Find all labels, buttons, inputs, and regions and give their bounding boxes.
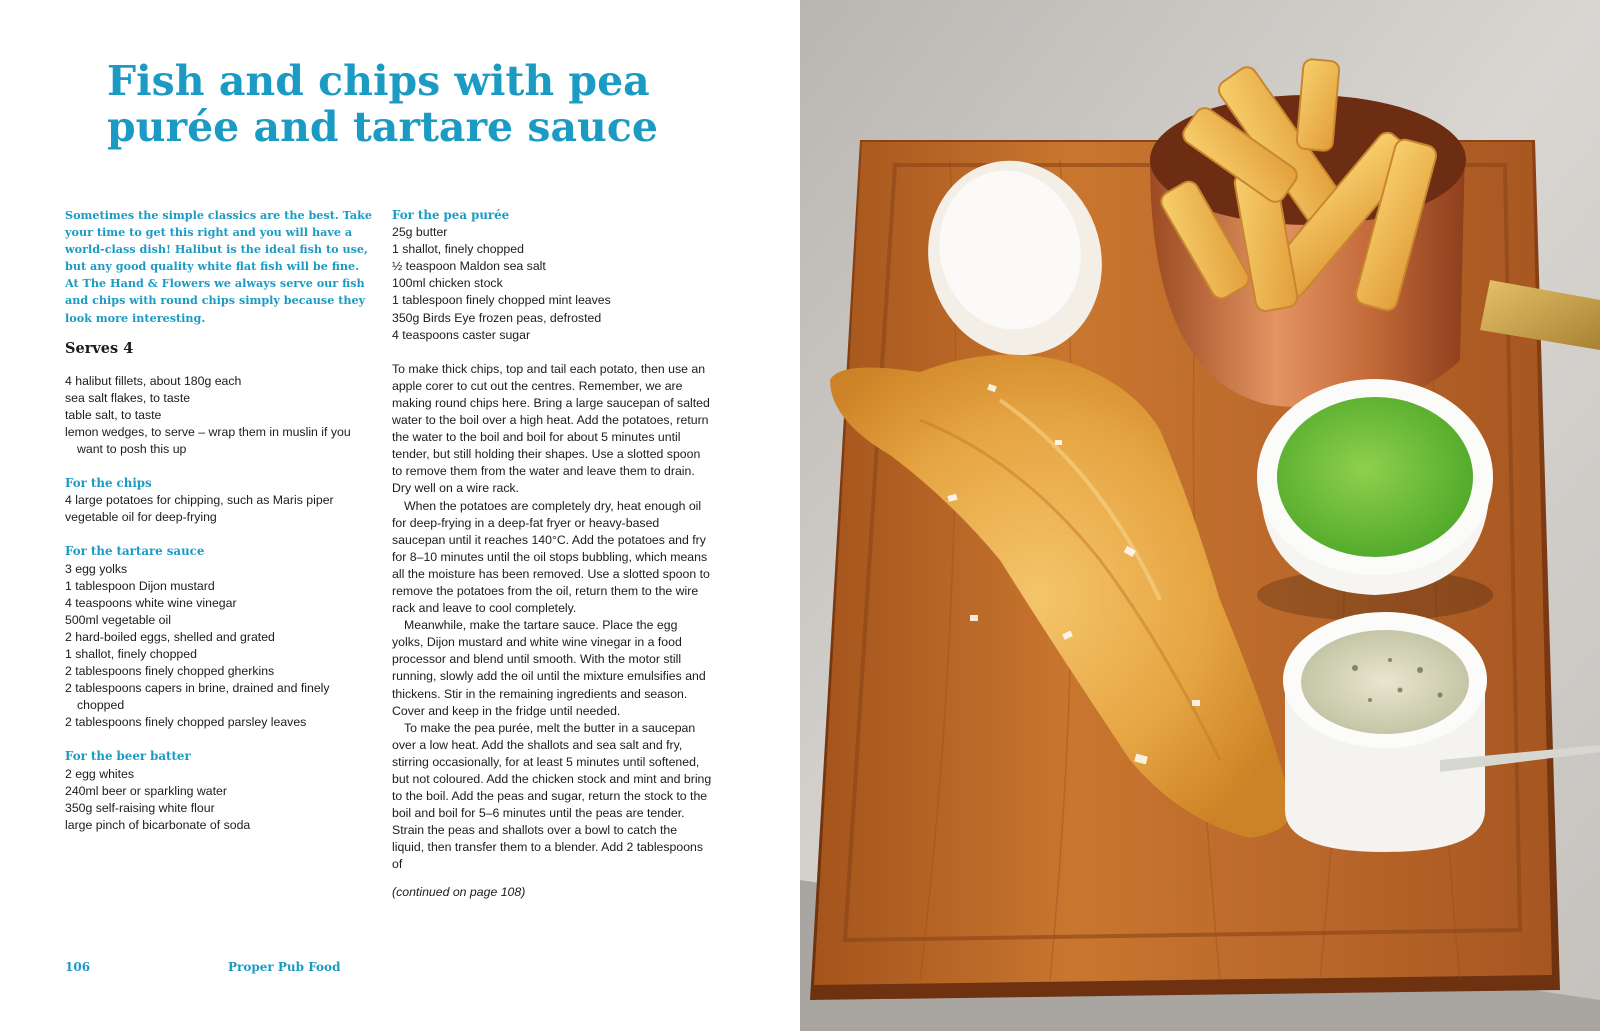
ingredient-item: 4 teaspoons caster sugar (392, 327, 531, 342)
pea-ingredient-list (392, 224, 712, 344)
right-column (392, 207, 712, 901)
ingredient-item: 350g self-raising white flour (65, 800, 215, 815)
ingredient-item: 1 shallot, finely chopped (392, 242, 524, 257)
chips-heading: For the chips (65, 476, 152, 491)
main-ingredient-list (65, 373, 375, 458)
ingredient-item: 1 tablespoon Dijon mustard (65, 578, 215, 593)
pea-heading: For the pea purée (392, 208, 510, 222)
ingredient-item: vegetable oil for deep-frying (65, 510, 217, 525)
ingredient-item: 2 tablespoons finely chopped gherkins (65, 664, 275, 679)
tartare-heading: For the tartare sauce (65, 544, 205, 559)
method-paragraph: Meanwhile, make the tartare sauce. Place the egg yolks, Dijon mustard and white wine vinegar in a food processor and blend until smooth. With the motor still running, slowly add the oil until the mixture emulsifies and thickens. Stir in the remaining ingredients and season. Cover and keep in the fridge until needed. (392, 618, 706, 718)
batter-heading: For the beer batter (65, 749, 191, 764)
left-column (65, 207, 375, 851)
ingredient-item: 350g Birds Eye frozen peas, defrosted (392, 310, 602, 325)
ingredient-item: large pinch of bicarbonate of soda (65, 817, 251, 832)
ingredient-item: 4 halibut fillets, about 180g each (65, 373, 242, 388)
tartare-ingredient-list (65, 561, 375, 732)
ingredient-item: 1 shallot, finely chopped (65, 646, 197, 661)
batter-ingredient-list (65, 766, 375, 834)
continued-note: (continued on page 108) (392, 884, 526, 899)
ingredient-item: 500ml vegetable oil (65, 612, 171, 627)
ingredient-item: 2 hard-boiled eggs, shelled and grated (65, 629, 275, 644)
ingredient-item: 1 tablespoon finely chopped mint leaves (392, 293, 611, 308)
ingredient-item: 100ml chicken stock (392, 276, 503, 291)
recipe-title: Fish and chips with pea purée and tartare sauce (107, 57, 658, 151)
ingredient-item: ½ teaspoon Maldon sea salt (392, 259, 546, 274)
recipe-intro: Sometimes the simple classics are the best. Take your time to get this right and you will have a world-class dish! Halibut is the ideal fish to use, but any good quality white flat fish will be fine. At The Hand & Flowers we always serve our fish and chips with round chips simply because they look more interesting. (65, 208, 373, 325)
ingredient-item: 4 teaspoons white wine vinegar (65, 595, 237, 610)
running-footer-title: Proper Pub Food (228, 960, 341, 974)
chips-ingredient-list (65, 492, 375, 526)
method-paragraph: To make the pea purée, melt the butter in a saucepan over a low heat. Add the shallots and sea salt and fry, stirring occasionally, for at least 5 minutes until softened, but not coloured. Add the chicken stock and mint and bring to the boil. Add the peas and sugar, return the stock to the boil and boil for 5–6 minutes until the peas are tender. Strain the peas and shallots over a bowl to catch the liquid, then transfer them to a blender. Add 2 tablespoons of (392, 720, 712, 872)
dish-photo (800, 0, 1600, 1031)
ingredient-item: 4 large potatoes for chipping, such as Maris piper (65, 493, 334, 508)
ingredient-item: 2 tablespoons finely chopped parsley leaves (65, 715, 307, 730)
ingredient-item: 25g butter (392, 225, 448, 240)
ingredient-item: 3 egg yolks (65, 561, 128, 576)
method-paragraph: To make thick chips, top and tail each potato, then use an apple corer to cut out the centres. Remember, we are making round chips here. Bring a large saucepan of salted water to the boil over a high heat. Add the potatoes, return the water to the boil and boil for about 5 minutes until tender, but still holding their shapes. Use a slotted spoon to remove them from the water and leave them to drain. Dry well on a wire rack. (392, 361, 710, 496)
ingredient-item: 2 egg whites (65, 766, 135, 781)
serves-heading: Serves 4 (65, 339, 134, 357)
method-paragraph: When the potatoes are completely dry, heat enough oil for deep-frying in a deep-fat fryer or heavy-based saucepan until it reaches 140°C. Add the potatoes and fry for 8–10 minutes until the oil stops bubbling, which means all the moisture has been removed. Use a slotted spoon to remove the potatoes from the oil, return them to the wire rack and leave to cool completely. (392, 498, 710, 616)
ingredient-item: table salt, to taste (65, 407, 162, 422)
method-text (392, 361, 712, 874)
ingredient-item: sea salt flakes, to taste (65, 390, 191, 405)
ingredient-item: 2 tablespoons capers in brine, drained and finely chopped (65, 681, 330, 713)
ingredient-item: lemon wedges, to serve – wrap them in muslin if you want to posh this up (65, 424, 351, 457)
ingredient-item: 240ml beer or sparkling water (65, 783, 227, 798)
page-number: 106 (65, 960, 91, 974)
